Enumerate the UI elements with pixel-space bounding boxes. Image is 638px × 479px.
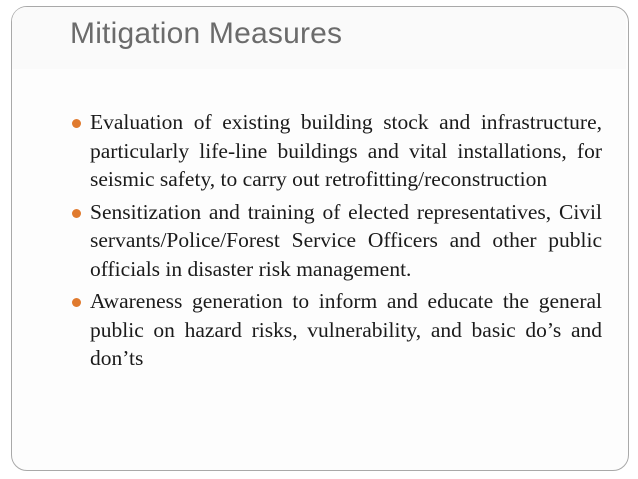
bullet-text: Evaluation of existing building stock and infrastructure, particularly life-line buildings and vital installations, for seismic safety, to carry out retrofitting/reconstruction (90, 110, 602, 191)
bullet-dot-icon (72, 209, 81, 218)
bullet-text: Awareness generation to inform and educate the general public on hazard risks, vulnerability, and basic do’s and don’ts (90, 289, 602, 370)
bullet-dot-icon (72, 298, 81, 307)
bullet-item-awareness (70, 287, 602, 373)
bullet-item-sensitization (70, 198, 602, 284)
bullet-dot-icon (72, 119, 81, 128)
bullet-list (70, 108, 602, 377)
bullet-text: Sensitization and training of elected representatives, Civil servants/Police/Forest Service Officers and other public officials in disaster risk management. (90, 199, 602, 281)
bullet-item-evaluation (70, 108, 602, 194)
slide-title: Mitigation Measures (70, 17, 343, 50)
